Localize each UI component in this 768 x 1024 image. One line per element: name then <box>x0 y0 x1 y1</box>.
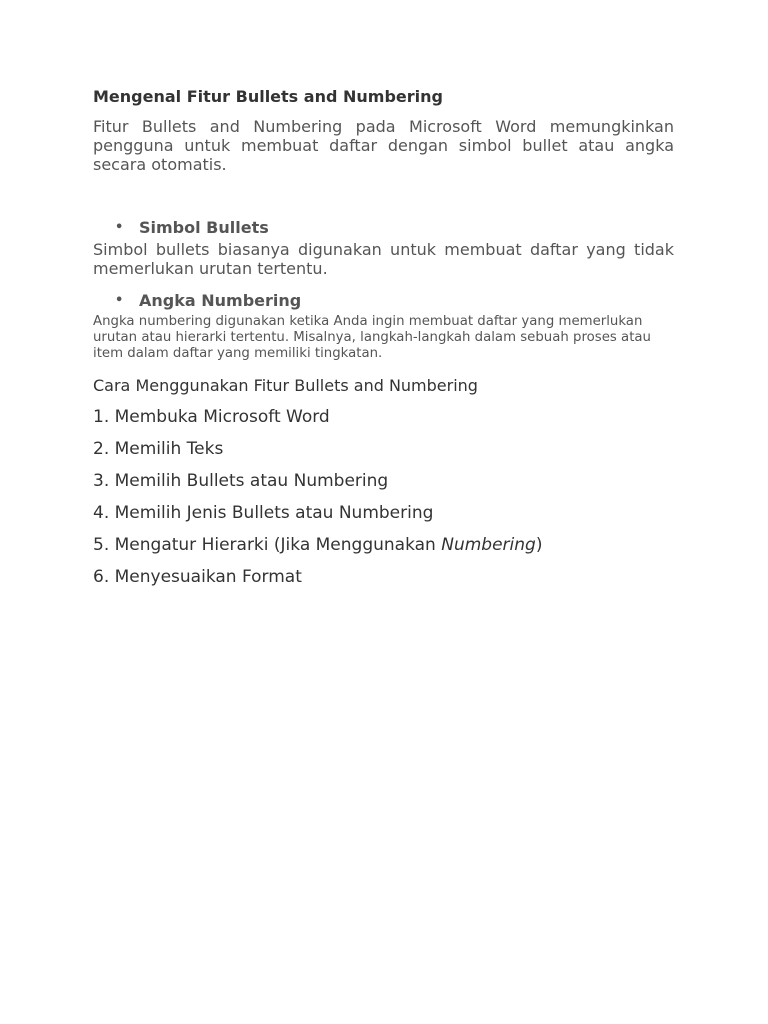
list-item <box>93 535 674 555</box>
list-item: 3. Memilih Bullets atau Numbering <box>93 471 389 491</box>
step-prefix: 5. Mengatur Hierarki (Jika Menggunakan <box>93 535 442 555</box>
bullet-heading-label: Angka Numbering <box>139 291 302 310</box>
steps-list <box>93 407 674 587</box>
bullet-dot-icon: • <box>115 293 124 308</box>
document-page <box>93 86 674 587</box>
bullet-heading-angka-numbering <box>93 291 674 311</box>
bullet-description-simbol-bullets: Simbol bullets biasanya digunakan untuk membuat daftar yang tidak memerlukan urutan tertentu. <box>93 240 674 278</box>
list-item: 1. Membuka Microsoft Word <box>93 407 330 427</box>
step-suffix: ) <box>535 535 543 555</box>
bullet-dot-icon: • <box>115 220 124 235</box>
intro-paragraph: Fitur Bullets and Numbering pada Microsoft Word memungkinkan pengguna untuk membuat daftar dengan simbol bullet atau angka secara otomatis. <box>93 117 674 174</box>
bullet-heading-label: Simbol Bullets <box>139 218 269 237</box>
list-item: 4. Memilih Jenis Bullets atau Numbering <box>93 503 434 523</box>
list-item: 6. Menyesuaikan Format <box>93 567 302 587</box>
bullet-heading-simbol-bullets <box>93 218 674 238</box>
document-title: Mengenal Fitur Bullets and Numbering <box>93 87 443 106</box>
bullet-description-angka-numbering: Angka numbering digunakan ketika Anda ingin membuat daftar yang memerlukan urutan atau hierarki tertentu. Misalnya, langkah-langkah dalam sebuah proses atau item dalam daftar yang memiliki tingkatan. <box>93 314 651 361</box>
list-item: 2. Memilih Teks <box>93 439 224 459</box>
steps-heading: Cara Menggunakan Fitur Bullets and Numbering <box>93 376 478 395</box>
step-italic: Numbering <box>441 535 536 555</box>
